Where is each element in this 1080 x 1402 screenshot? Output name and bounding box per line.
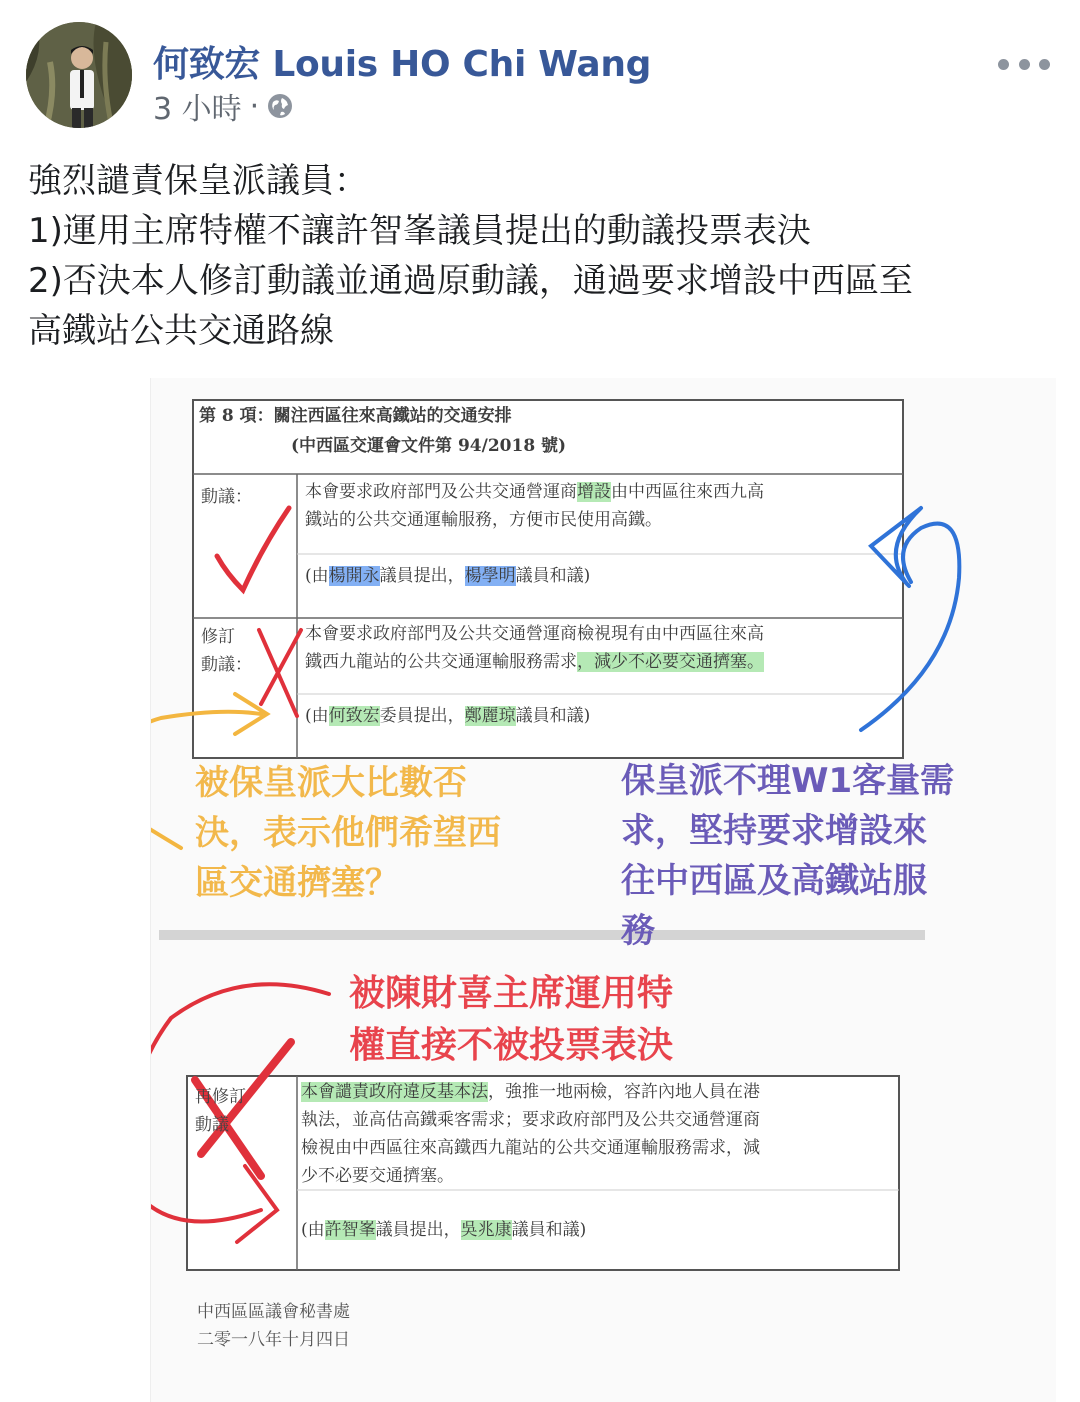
annotation-line: 被陳財喜主席運用特 [349,973,674,1014]
highlight-text: 增設 [577,482,611,502]
amendment-line-2 [305,648,764,676]
highlight-text: 許智峯 [324,1220,376,1240]
purple-annotation [621,756,954,956]
annotation-line: 決，表示他們希望西 [195,813,501,853]
motion-line-2: 鐵站的公共交通運輸服務，方便市民使用高鐵。 [305,510,662,530]
orange-annotation [195,758,501,908]
meta-separator: · [249,88,260,124]
text-run: (由 [305,706,329,726]
annotation-line: 求，堅持要求增設來 [621,811,927,851]
amendment-mover [305,702,590,730]
text-run: 本會要求政府部門及公共交通營運商 [305,482,577,502]
post-image[interactable] [150,378,1056,1402]
highlight-text: 何致宏 [328,706,380,726]
more-dot [1019,59,1030,70]
annotation-line: 務 [621,911,655,951]
more-options-button[interactable] [998,50,1050,78]
annotation-line: 區交通擠塞？ [195,863,399,903]
re-amendment-line-2: 執法，並高估高鐵乘客需求；要求政府部門及公共交通營運商 [301,1110,760,1130]
amendment-label-2: 動議： [201,655,252,675]
text-run: 議員提出， [379,566,465,586]
post-meta [153,84,293,128]
re-amendment-label-2: 動議 [195,1115,229,1135]
highlight-text: 楊開永 [328,566,380,586]
text-run: (由 [301,1220,325,1240]
document-date: 二零一八年十月四日 [197,1330,350,1350]
post-time[interactable]: 3 小時 [153,92,242,127]
author-avatar[interactable] [26,22,132,128]
amendment-label-1: 修訂 [201,627,235,647]
re-amendment-line-1 [301,1078,760,1106]
re-amendment-line-4: 少不必要交通擠塞。 [301,1166,454,1186]
red-annotation [349,968,673,1072]
post-message [28,156,1052,356]
more-dot [1039,59,1050,70]
text-run: 議員和議) [515,706,591,726]
text-run: ，強推一地兩檢，容許內地人員在港 [488,1082,760,1102]
annotation-line: 權直接不被投票表決 [349,1025,674,1066]
text-run: 議員提出， [375,1220,461,1240]
text-run: 委員提出， [379,706,465,726]
author-name[interactable]: 何致宏 Louis HO Chi Wang [153,44,652,85]
re-amendment-label-1: 再修訂 [195,1087,246,1107]
motion-line-1 [305,478,764,506]
text-run: (由 [305,566,329,586]
avatar-photo [26,22,132,128]
amendment-line-1: 本會要求政府部門及公共交通營運商檢視現有由中西區往來高 [305,624,764,644]
highlight-text: 鄭麗琼 [464,706,516,726]
annotation-line: 保皇派不理W1客量需 [621,761,955,801]
post-text-line: 1)運用主席特權不讓許智峯議員提出的動議投票表決 [28,211,811,251]
highlight-text: 楊學明 [464,566,516,586]
motion-mover [305,562,590,590]
post-text-line: 強烈譴責保皇派議員： [28,161,368,201]
more-dot [998,59,1009,70]
post-text-line: 2)否決本人修訂動議並通過原動議，通過要求增設中西區至 [28,261,913,301]
text-run: 議員和議) [515,566,591,586]
secretariat-name: 中西區區議會秘書處 [197,1302,350,1322]
text-run: 議員和議) [511,1220,587,1240]
post-text-line: 高鐵站公共交通路線 [28,311,334,351]
highlight-text: 吳兆康 [460,1220,512,1240]
motion-label: 動議： [201,487,252,507]
text-run: 由中西區往來西九高 [611,482,764,502]
globe-icon [267,93,293,119]
re-amendment-line-3: 檢視由中西區往來高鐵西九龍站的公共交通運輸服務需求，減 [301,1138,760,1158]
annotation-line: 被保皇派大比數否 [195,763,467,803]
item-subtitle: (中西區交運會文件第 94/2018 號) [291,436,567,456]
annotation-line: 往中西區及高鐵站服 [621,861,927,901]
re-amendment-mover [301,1216,586,1244]
highlight-text: 本會譴責政府違反基本法 [301,1082,488,1102]
item-title: 第 8 項：關注西區往來高鐵站的交通安排 [199,406,512,426]
highlight-text: ，減少不必要交通擠塞。 [577,652,764,672]
text-run: 鐵西九龍站的公共交通運輸服務需求 [305,652,577,672]
